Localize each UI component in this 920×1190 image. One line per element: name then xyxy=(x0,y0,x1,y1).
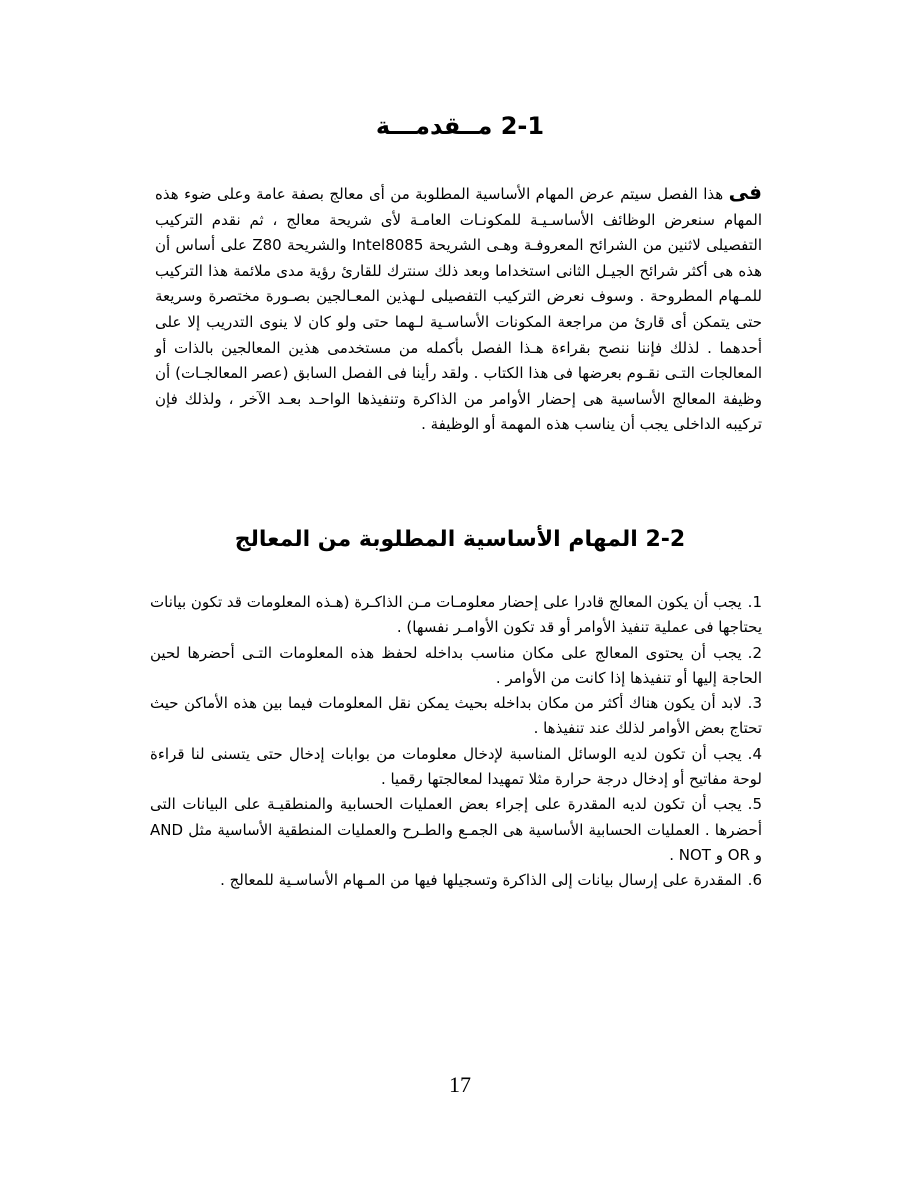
list-item xyxy=(150,868,762,893)
list-item-number: 2. xyxy=(747,643,762,662)
list-item xyxy=(150,641,762,692)
list-item-number: 5. xyxy=(747,795,762,814)
list-item xyxy=(150,590,762,641)
list-item xyxy=(150,691,762,742)
section-title-introduction: 2-1 مــقدمـــة xyxy=(375,112,545,140)
intro-paragraph xyxy=(155,180,762,438)
list-item-text: يجب أن تكون لديه الوسائل المناسبة لإدخال معلومات من بوابات إدخال حتى يتسنى لنا قراءة لوحة مفاتيح أو إدخال درجة حرارة مثلا تمهيدا لمعالجتها رقميا . xyxy=(150,744,762,789)
list-item-text: يجب أن يكون المعالج قادرا على إحضار معلومـات مـن الذاكـرة (هـذه المعلومات قد تكون بيانات يحتاجها فى عملية تنفيذ الأوامر أو قد تكون الأوامـر نفسها) . xyxy=(150,593,762,637)
list-item-text: يجب أن يحتوى المعالج على مكان مناسب بداخله لحفظ هذه المعلومات التـى أحضرها لحين الحاجة إليها أو تنفيذها إذا كانت من الأوامر . xyxy=(150,643,762,687)
list-item-number: 3. xyxy=(747,694,762,713)
page-number: 17 xyxy=(449,1072,471,1097)
list-item-number: 1. xyxy=(747,593,762,611)
intro-text: هذا الفصل سيتم عرض المهام الأساسية المطلوبة من أى معالج بصفة عامة وعلى ضوء هذه المهام سنعرض الوظائف الأساسـيـة للمكونـات العامـة لأى شريحة معالج ، ثم نقدم التركيب التفصيلى لاثنين من الشرائح المعروفـة وهـى الشريحة Intel8085 والشريحة Z80 على أساس أن هذه هى أكثر شرائح الجيـل الثانى استخداما وبعد ذلك سنترك للقارئ رؤية مدى ملائمة هذا التركيب للمـهام المطروحة . وسوف نعرض التركيب التفصيلى لـهذين المعـالجين بصـورة مختصرة وسريعة حتى يتمكن أى قارئ من مراجعة المكونات الأساسـية لـهما حتى ولو كان لا ينوى التدريب إلا على أحدهما . لذلك فإننا ننصح بقراءة هـذا الفصل بأكمله من مستخدمى هذين المعالجين بالذات أو المعالجات التـى نقـوم بعرضها فى هذا الكتاب . ولقد رأينا فى الفصل السابق (عصر المعالجـات) أن وظيفة المعالج الأساسية هى إحضار الأوامر من الذاكرة وتنفيذها الواحـد بعـد الآخر ، ولذلك فإن تركيبه الداخلى يجب أن يناسب هذه المهمة أو الوظيفة . xyxy=(155,185,762,434)
list-item-text: لابد أن يكون هناك أكثر من مكان بداخله بحيث يمكن نقل المعلومات فيما بين هذه الأماكن حيث تحتاج بعض الأوامر لذلك عند تنفيذها . xyxy=(150,694,762,738)
task-list xyxy=(150,590,762,894)
list-item-number: 6. xyxy=(747,871,762,890)
list-item xyxy=(150,742,762,793)
list-item-text: يجب أن تكون لديه المقدرة على إجراء بعض العمليات الحسابية والمنطقيـة على البيانات التى أحضرها . العمليات الحسابية الأساسية هى الجمـع والطـرح والعمليات المنطقية الأساسية مثل AND و OR و NOT . xyxy=(150,795,762,864)
list-item-number: 4. xyxy=(747,744,762,763)
section-title-processor-tasks: 2-2 المهام الأساسية المطلوبة من المعالج xyxy=(234,527,686,552)
intro-lead-word: فى xyxy=(728,180,762,204)
list-item-text: المقدرة على إرسال بيانات إلى الذاكرة وتسجيلها فيها من المـهام الأساسـية للمعالج . xyxy=(220,871,742,890)
list-item xyxy=(150,792,762,868)
